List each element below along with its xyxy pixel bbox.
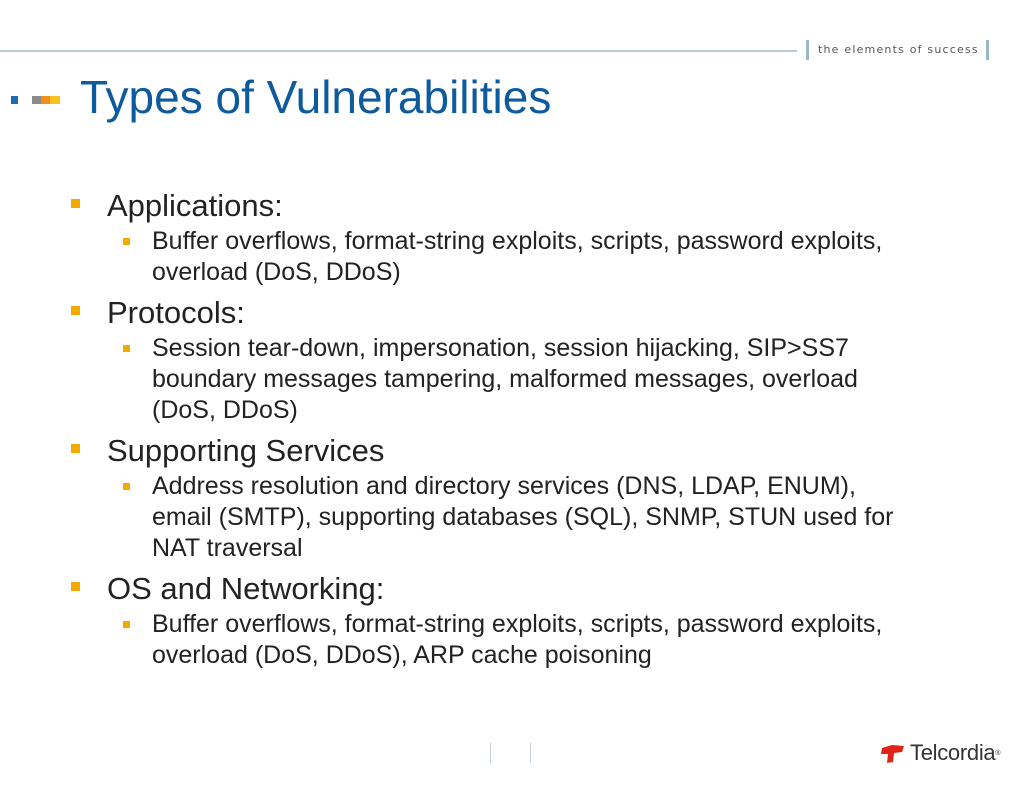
telcordia-logo bbox=[880, 738, 1001, 768]
square-bullet-icon bbox=[123, 345, 130, 352]
bullet-level2 bbox=[70, 609, 910, 671]
bullet-text: Address resolution and directory services (DNS, LDAP, ENUM), email (SMTP), supporting databases (SQL), SNMP, STUN used for NAT traversal bbox=[152, 472, 894, 562]
slide-title: Types of Vulnerabilities bbox=[80, 71, 552, 123]
bullet-level1 bbox=[70, 186, 910, 226]
square-bullet-icon bbox=[123, 483, 130, 490]
tagline-divider-left bbox=[806, 40, 809, 60]
footer-divider bbox=[530, 743, 531, 763]
logo-registered-mark: ® bbox=[995, 749, 1001, 757]
bullet-level1 bbox=[70, 431, 910, 471]
bullet-label: Protocols: bbox=[107, 295, 245, 330]
square-bullet-icon bbox=[71, 199, 80, 208]
telcordia-flag-icon bbox=[880, 742, 906, 764]
square-bullet-icon bbox=[123, 621, 130, 628]
bullet-text: Session tear-down, impersonation, session hijacking, SIP>SS7 boundary messages tampering, malformed messages, overload (DoS, DDoS) bbox=[152, 334, 858, 424]
bullet-level2 bbox=[70, 471, 910, 564]
bullet-level1 bbox=[70, 569, 910, 609]
tagline: the elements of success bbox=[818, 43, 979, 56]
bullet-list bbox=[70, 186, 910, 676]
footer-divider bbox=[490, 743, 491, 763]
square-bullet-icon bbox=[71, 444, 80, 453]
square-bullet-icon bbox=[123, 238, 130, 245]
header-rule bbox=[0, 50, 797, 52]
bullet-text: Buffer overflows, format-string exploits, scripts, password exploits, overload (DoS, DDoS) bbox=[152, 227, 883, 286]
bullet-text: Buffer overflows, format-string exploits, scripts, password exploits, overload (DoS, DDoS), ARP cache poisoning bbox=[152, 610, 883, 669]
bullet-level1 bbox=[70, 293, 910, 333]
bullet-level2 bbox=[70, 333, 910, 426]
square-bullet-icon bbox=[71, 582, 80, 591]
square-bullet-icon bbox=[71, 306, 80, 315]
logo-text: Telcordia bbox=[910, 740, 996, 765]
tagline-divider-right bbox=[986, 40, 989, 60]
bullet-label: Applications: bbox=[107, 188, 283, 223]
bullet-label: OS and Networking: bbox=[107, 571, 385, 606]
bullet-label: Supporting Services bbox=[107, 433, 385, 468]
bullet-level2 bbox=[70, 226, 910, 288]
